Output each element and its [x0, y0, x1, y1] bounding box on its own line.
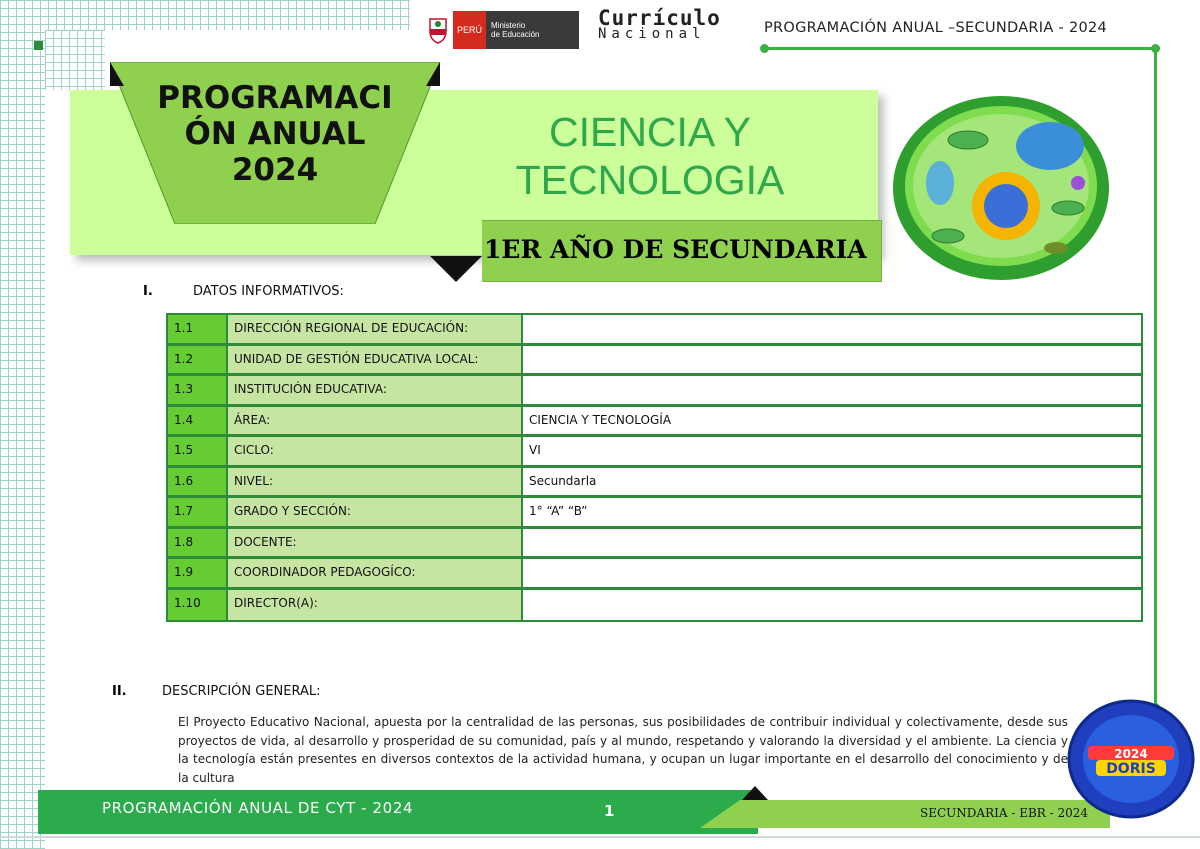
description-paragraph: El Proyecto Educativo Nacional, apuesta por la centralidad de las personas, sus posibilidades de contribuir individual y colectivamente, desde sus proyectos de vida, al desarrollo y prosperidad de su comunidad, país y al mundo, respetando y valorando la diversidad y el ambiente. La ciencia y la tecnología están presentes en diversos contextos de la actividad humana, y ocupan un lugar importante en el desarrollo del conocimiento y de la cultura — [178, 715, 1068, 785]
row-number: 1.8 — [168, 529, 228, 560]
row-value: VI — [523, 437, 1141, 468]
row-value: 1° “A” “B” — [523, 498, 1141, 529]
grid-background-corner — [45, 30, 105, 90]
table-row — [168, 468, 1141, 499]
row-label: UNIDAD DE GESTIÓN EDUCATIVA LOCAL: — [228, 346, 523, 377]
row-number: 1.7 — [168, 498, 228, 529]
section-number: I. — [143, 284, 153, 299]
header-rule — [764, 47, 1160, 50]
table-row — [168, 498, 1141, 529]
row-number: 1.4 — [168, 407, 228, 438]
grid-background — [0, 0, 45, 849]
row-label: GRADO Y SECCIÓN: — [228, 498, 523, 529]
minedu-logo — [427, 11, 579, 49]
row-number: 1.5 — [168, 437, 228, 468]
row-value — [523, 559, 1141, 590]
row-label: NIVEL: — [228, 468, 523, 499]
section-title: DATOS INFORMATIVOS: — [193, 284, 344, 299]
table-row — [168, 407, 1141, 438]
table-row — [168, 590, 1141, 621]
rule-dot — [760, 44, 769, 53]
row-label: DIRECTOR(A): — [228, 590, 523, 621]
peru-label: PERÚ — [453, 11, 486, 49]
peru-shield-icon — [427, 15, 449, 45]
row-value — [523, 529, 1141, 560]
curriculo-nacional-logo: Currículo Nacional — [598, 6, 721, 42]
row-number: 1.2 — [168, 346, 228, 377]
row-value — [523, 346, 1141, 377]
section-title: DESCRIPCIÓN GENERAL: — [162, 684, 321, 699]
row-label: DIRECCIÓN REGIONAL DE EDUCACIÓN: — [228, 315, 523, 346]
info-table — [166, 313, 1143, 622]
row-value — [523, 590, 1141, 621]
header-title: PROGRAMACIÓN ANUAL –SECUNDARIA - 2024 — [764, 20, 1108, 36]
footer-arrow-icon — [742, 786, 768, 800]
row-value — [523, 315, 1141, 346]
svg-text:DORIS: DORIS — [1106, 761, 1156, 777]
section-number: II. — [112, 684, 127, 699]
grade-label: 1ER AÑO DE SECUNDARIA — [484, 235, 867, 264]
row-number: 1.6 — [168, 468, 228, 499]
row-number: 1.9 — [168, 559, 228, 590]
table-row — [168, 376, 1141, 407]
row-label: ÁREA: — [228, 407, 523, 438]
ribbon-fold-icon — [430, 256, 482, 284]
author-stamp-logo — [1066, 698, 1196, 820]
footer-right-label: SECUNDARIA - EBR - 2024 — [920, 806, 1089, 820]
svg-text:2024: 2024 — [1114, 747, 1148, 761]
table-row — [168, 559, 1141, 590]
program-title: PROGRAMACI ÓN ANUAL 2024 — [157, 80, 393, 188]
green-square-marker — [34, 41, 43, 50]
row-number: 1.1 — [168, 315, 228, 346]
row-label: CICLO: — [228, 437, 523, 468]
page-bottom-rule — [0, 836, 1200, 838]
right-border-rule — [1154, 47, 1157, 707]
row-label: INSTITUCIÓN EDUCATIVA: — [228, 376, 523, 407]
row-number: 1.3 — [168, 376, 228, 407]
grid-background-top — [0, 0, 410, 30]
table-row — [168, 315, 1141, 346]
table-row — [168, 437, 1141, 468]
footer-title: PROGRAMACIÓN ANUAL DE CYT - 2024 — [102, 799, 414, 817]
ministerio-label: Ministerio de Educación — [486, 11, 579, 49]
table-row — [168, 346, 1141, 377]
row-value: CIENCIA Y TECNOLOGÍA — [523, 407, 1141, 438]
row-label: DOCENTE: — [228, 529, 523, 560]
plant-cell-illustration — [890, 88, 1112, 286]
row-number: 1.10 — [168, 590, 228, 621]
row-label: COORDINADOR PEDAGOGÍCO: — [228, 559, 523, 590]
subject-title: CIENCIA Y TECNOLOGIA — [515, 109, 785, 203]
table-row — [168, 529, 1141, 560]
rule-dot — [1151, 44, 1160, 53]
page-number: 1 — [604, 802, 615, 820]
row-value — [523, 376, 1141, 407]
row-value: Secundarla — [523, 468, 1141, 499]
